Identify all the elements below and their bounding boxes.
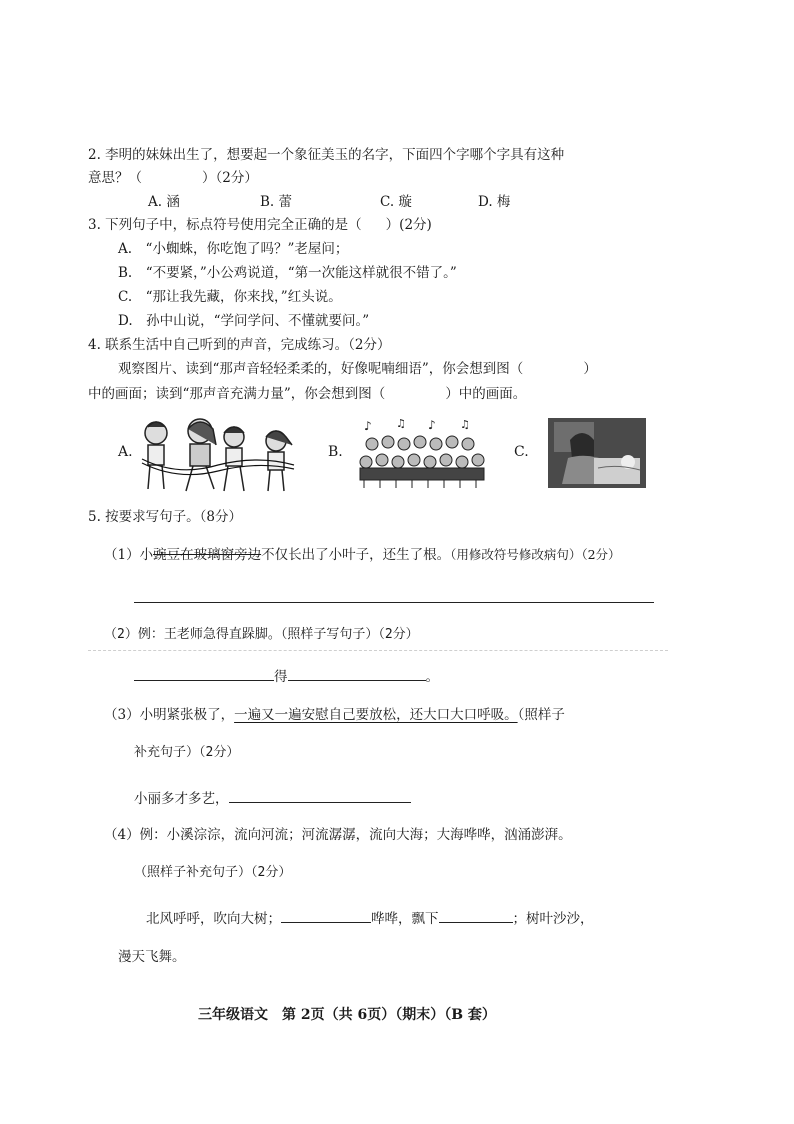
q3-stem-suffix: ）(2分) [385,217,432,233]
q5-part4-end: 漫天飞舞。 [118,949,186,965]
q5-part2: （2）例：王老师急得直跺脚。（照样子写句子）（2分） [104,627,419,642]
q5-part4-b: 哗哗，飘下 [371,911,439,927]
q5-part2-answer [134,666,439,686]
q5-part4-note: （照样子补充句子）（2分） [134,865,292,880]
svg-text:♪: ♪ [428,418,436,432]
q4-line1-suffix: ） [583,361,597,377]
q2-stem-line1: 2. 李明的妹妹出生了，想要起一个象征美玉的名字，下面四个字哪个字具有这种 [88,147,565,163]
q5-part3-answer [134,788,411,808]
q4-line2 [88,385,526,403]
q5-part4-answer [146,908,594,928]
picture-label-a: A. [118,444,133,460]
q5-part2-end: 。 [425,669,439,685]
q4-line2-prefix: 中的画面；读到“那声音充满力量”，你会想到图（ [88,386,386,402]
q5-part2-de: 得 [274,669,288,685]
q4-stem: 4. 联系生活中自己听到的声音，完成练习。（2分） [88,337,391,353]
q5-part1-struck: 豌豆在玻璃窗旁边 [153,547,262,563]
q2-option-c: C. 璇 [380,194,412,210]
q3-stem-prefix: 3. 下列句子中，标点符号使用完全正确的是（ [88,217,362,233]
q3-option-b: B. “不要紧，”小公鸡说道，“第一次能这样就很不错了。” [118,265,457,281]
q2-stem-suffix: ）（2分） [202,170,258,186]
q4-line1 [118,360,597,378]
q5-part1-prefix: （1）小 [104,547,154,563]
q5-part1 [104,546,621,564]
answer-blank-4a[interactable] [281,908,371,923]
q2-stem-line2 [88,169,258,187]
q5-part4: （4）例：小溪淙淙，流向河流；河流潺潺，流向大海；大海哗哗，汹涌澎湃。 [104,827,572,843]
q5-stem: 5. 按要求写句子。（8分） [88,509,243,525]
choir-singing-image [356,418,486,490]
q3-option-d: D. 孙中山说，“学问学问、不懂就要问。” [118,313,370,329]
faint-ruling [88,650,668,651]
answer-blank-4b[interactable] [439,908,513,923]
kids-jump-rope-image [138,415,298,495]
q5-part4-c: ；树叶沙沙， [512,911,594,927]
svg-text:♪: ♪ [364,419,372,433]
q4-line1-prefix: 观察图片、读到“那声音轻轻柔柔的，好像呢喃细语”，你会想到图（ [118,361,524,377]
q2-option-d: D. 梅 [478,194,511,210]
q3-option-a: A. “小蜘蛛，你吃饱了吗？”老屋问； [118,241,349,257]
q5-part3-underlined: 一遍又一遍安慰自己要放松，还大口大口呼吸。 [234,707,518,723]
answer-blank-2a[interactable] [134,666,274,681]
page-footer: 三年级语文 第 2页（共 6页）（期末）（B 套） [198,1007,496,1023]
q5-part3 [104,706,565,724]
svg-text:♫: ♫ [396,418,406,430]
q5-part4-a: 北风呼呼，吹向大树； [146,911,281,927]
q3-stem [88,216,432,234]
q4-line2-suffix: ）中的画面。 [445,386,527,402]
svg-text:♫: ♫ [460,418,470,431]
q5-part3-suffix: （照样子 [517,707,565,723]
q2-stem-prefix: 意思？（ [88,170,142,186]
picture-label-b: B. [328,444,343,460]
mother-lullaby-image [548,418,646,488]
picture-label-c: C. [514,444,529,460]
q3-option-c: C. “那让我先藏，你来找，”红头说。 [118,289,342,305]
q2-option-a: A. 涵 [148,194,180,210]
q2-option-b: B. 蕾 [260,194,293,210]
q5-part1-note: （用修改符号修改病句）（2分） [450,547,621,562]
q5-part1-mid: 不仅长出了小叶子，还生了根。 [261,547,451,563]
answer-blank-3[interactable] [229,788,411,803]
q5-part3-line2: 补充句子）（2分） [134,745,240,760]
answer-line-1[interactable] [134,602,654,603]
q5-part3-prefix: （3）小明紧张极了， [104,707,235,723]
answer-blank-2b[interactable] [288,666,426,681]
q5-part3-answer-prefix: 小丽多才多艺， [134,791,229,807]
